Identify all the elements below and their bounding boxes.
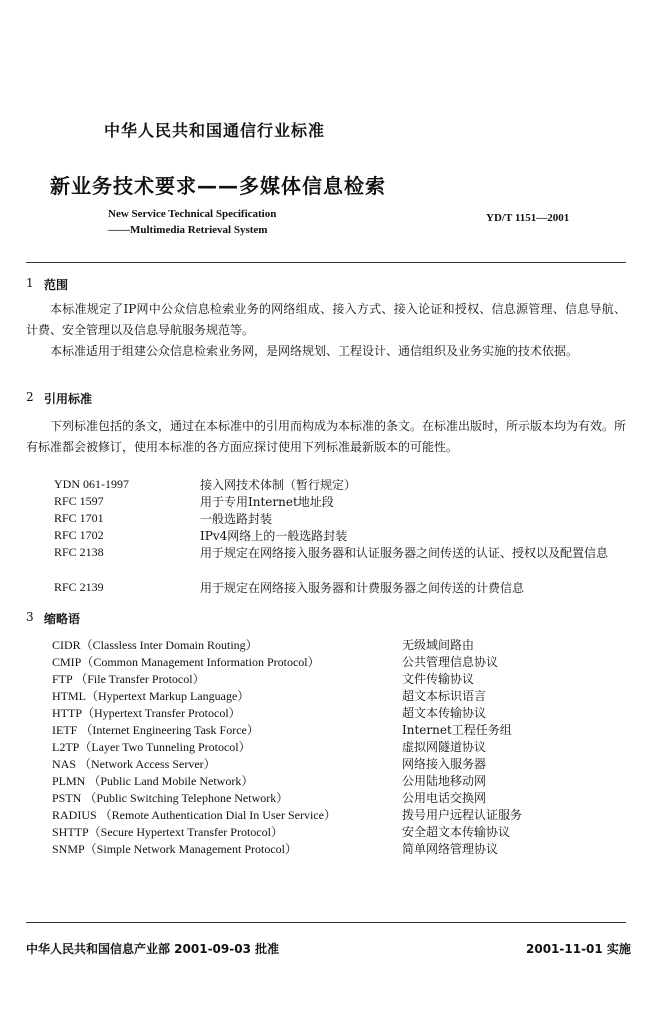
abbreviation-meaning: 安全超文本传输协议	[402, 825, 511, 839]
english-title-line-2: ——Multimedia Retrieval System	[108, 224, 268, 236]
abbreviation-meaning: 无级域间路由	[402, 638, 475, 652]
section-2-title: 引用标准	[44, 392, 93, 406]
reference-code: RFC 2139	[54, 580, 104, 594]
approval-note: 中华人民共和国信息产业部 2001-09-03 批准	[26, 942, 280, 956]
english-title-line-1: New Service Technical Specification	[108, 208, 277, 220]
section-1-paragraph-1: 本标准规定了IP网中公众信息检索业务的网络组成、接入方式、接入论证和授权、信息源管理、信息导航、计费、安全管理以及信息导航服务规范等。	[26, 302, 626, 337]
abbreviation-term: NAS （Network Access Server）	[52, 757, 216, 771]
section-2-number: 2	[26, 390, 34, 404]
abbreviation-term: HTML（Hypertext Markup Language）	[52, 689, 250, 703]
abbreviation-term: PSTN （Public Switching Telephone Network）	[52, 791, 289, 805]
reference-description: 一般选路封装	[200, 512, 273, 526]
reference-description: 接入网技术体制（暂行规定）	[200, 478, 357, 492]
section-2-paragraph: 下列标准包括的条文，通过在本标准中的引用而构成为本标准的条文。在标准出版时，所示版本均为有效。所有标准都会被修订，使用本标准的各方面应探讨使用下列标准最新版本的可能性。	[26, 419, 627, 454]
section-1-paragraph-2: 本标准适用于组建公众信息检索业务网，是网络规划、工程设计、通信组织及业务实施的技术依据。	[50, 344, 579, 358]
abbreviation-term: CIDR（Classless Inter Domain Routing）	[52, 638, 258, 652]
abbreviation-meaning: 公用陆地移动网	[402, 774, 487, 788]
reference-code: RFC 1702	[54, 528, 104, 542]
abbreviation-term: FTP （File Transfer Protocol）	[52, 672, 205, 686]
reference-code: RFC 1701	[54, 511, 104, 525]
abbreviation-term: IETF （Internet Engineering Task Force）	[52, 723, 259, 737]
reference-description: IPv4网络上的一般选路封装	[200, 529, 348, 543]
reference-code: RFC 2138	[54, 545, 104, 559]
standard-header-title: 中华人民共和国通信行业标准	[104, 121, 326, 140]
abbreviation-meaning: 公用电话交换网	[402, 791, 487, 805]
abbreviation-meaning: 虚拟网隧道协议	[402, 740, 487, 754]
reference-description: 用于规定在网络接入服务器和认证服务器之间传送的认证、授权以及配置信息	[200, 546, 609, 560]
abbreviation-term: L2TP（Layer Two Tunneling Protocol）	[52, 740, 251, 754]
document-title: 新业务技术要求——多媒体信息检索	[50, 174, 386, 198]
standard-code: YD/T 1151—2001	[486, 212, 570, 224]
bottom-divider	[26, 922, 626, 923]
section-3-title: 缩略语	[44, 612, 81, 626]
section-1-title: 范围	[44, 278, 69, 292]
abbreviation-meaning: 简单网络管理协议	[402, 842, 499, 856]
section-3-number: 3	[26, 610, 34, 624]
abbreviation-meaning: 网络接入服务器	[402, 757, 487, 771]
abbreviation-term: CMIP（Common Management Information Protocol）	[52, 655, 320, 669]
section-1-number: 1	[26, 276, 34, 290]
reference-description: 用于规定在网络接入服务器和计费服务器之间传送的计费信息	[200, 581, 525, 595]
abbreviation-meaning: 拨号用户远程认证服务	[402, 808, 523, 822]
abbreviation-meaning: Internet工程任务组	[402, 723, 512, 737]
implementation-date: 2001-11-01 实施	[526, 942, 631, 956]
abbreviation-term: HTTP（Hypertext Transfer Protocol）	[52, 706, 241, 720]
abbreviation-meaning: 文件传输协议	[402, 672, 475, 686]
top-divider	[26, 262, 626, 263]
reference-code: RFC 1597	[54, 494, 104, 508]
abbreviation-meaning: 公共管理信息协议	[402, 655, 499, 669]
abbreviation-meaning: 超文本标识语言	[402, 689, 487, 703]
reference-description: 用于专用Internet地址段	[200, 495, 334, 509]
abbreviation-term: PLMN （Public Land Mobile Network）	[52, 774, 254, 788]
abbreviation-term: RADIUS （Remote Authentication Dial In User Service）	[52, 808, 336, 822]
abbreviation-term: SHTTP（Secure Hypertext Transfer Protocol）	[52, 825, 283, 839]
abbreviation-term: SNMP（Simple Network Management Protocol）	[52, 842, 297, 856]
reference-code: YDN 061-1997	[54, 477, 129, 491]
abbreviation-meaning: 超文本传输协议	[402, 706, 487, 720]
